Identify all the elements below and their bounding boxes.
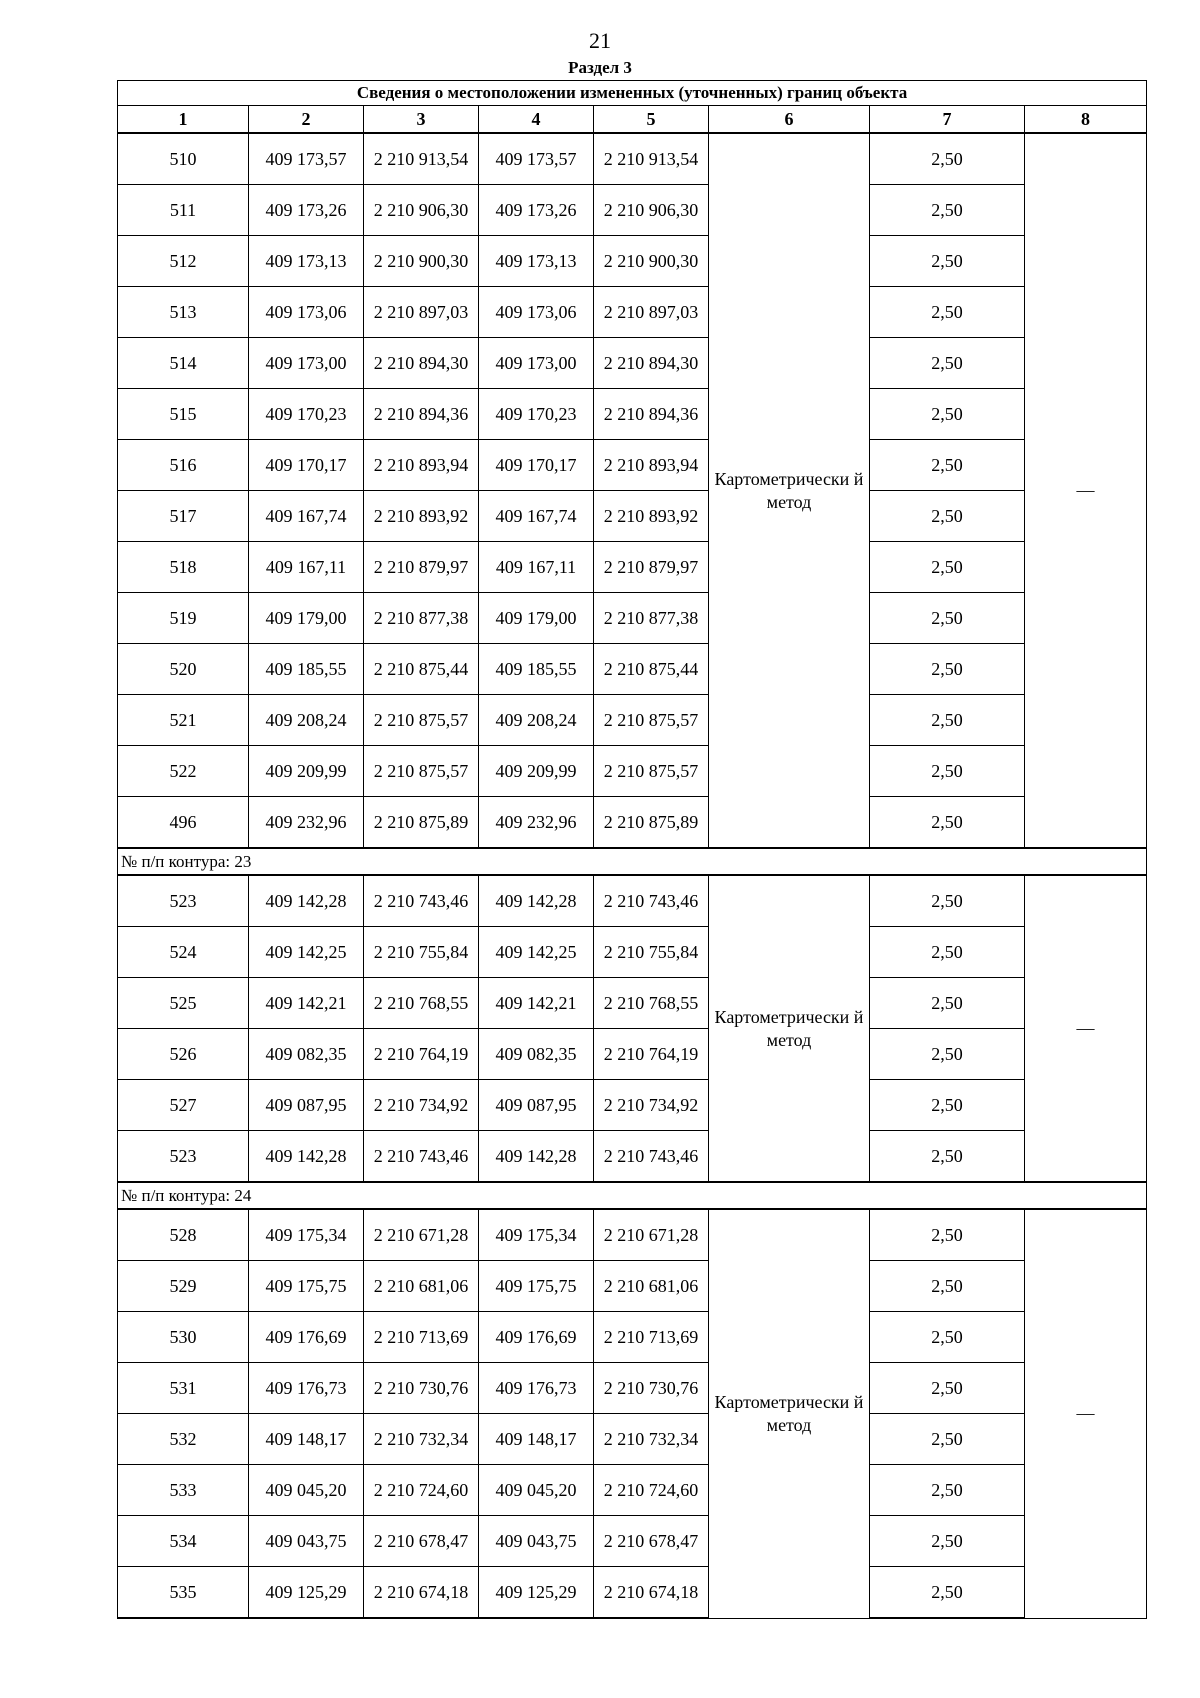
y-existing: 2 210 671,28 xyxy=(364,1209,479,1261)
table-row xyxy=(118,1209,1147,1261)
column-number: 3 xyxy=(364,106,479,134)
table-row xyxy=(118,1516,1147,1567)
table-row xyxy=(118,746,1147,797)
accuracy: 2,50 xyxy=(870,389,1025,440)
table-row xyxy=(118,1414,1147,1465)
table-row xyxy=(118,1131,1147,1183)
y-new: 2 210 875,57 xyxy=(594,746,709,797)
table-row xyxy=(118,491,1147,542)
y-new: 2 210 893,94 xyxy=(594,440,709,491)
table-row xyxy=(118,1261,1147,1312)
point-number: 514 xyxy=(118,338,249,389)
y-new: 2 210 743,46 xyxy=(594,875,709,927)
accuracy: 2,50 xyxy=(870,1029,1025,1080)
x-new: 409 142,28 xyxy=(479,875,594,927)
x-new: 409 167,74 xyxy=(479,491,594,542)
x-new: 409 175,34 xyxy=(479,1209,594,1261)
table-row xyxy=(118,644,1147,695)
point-number: 523 xyxy=(118,1131,249,1183)
y-existing: 2 210 913,54 xyxy=(364,133,479,185)
y-new: 2 210 913,54 xyxy=(594,133,709,185)
x-existing: 409 176,69 xyxy=(249,1312,364,1363)
y-new: 2 210 893,92 xyxy=(594,491,709,542)
column-number: 2 xyxy=(249,106,364,134)
contour-label-row xyxy=(118,1182,1147,1209)
y-existing: 2 210 768,55 xyxy=(364,978,479,1029)
accuracy: 2,50 xyxy=(870,185,1025,236)
y-new: 2 210 877,38 xyxy=(594,593,709,644)
x-new: 409 173,26 xyxy=(479,185,594,236)
x-existing: 409 087,95 xyxy=(249,1080,364,1131)
x-new: 409 125,29 xyxy=(479,1567,594,1619)
accuracy: 2,50 xyxy=(870,440,1025,491)
column-number-row xyxy=(118,106,1147,134)
column-number: 7 xyxy=(870,106,1025,134)
point-number: 529 xyxy=(118,1261,249,1312)
x-existing: 409 173,26 xyxy=(249,185,364,236)
accuracy: 2,50 xyxy=(870,1080,1025,1131)
y-new: 2 210 894,30 xyxy=(594,338,709,389)
point-number: 534 xyxy=(118,1516,249,1567)
y-existing: 2 210 893,94 xyxy=(364,440,479,491)
table-row xyxy=(118,440,1147,491)
point-number: 517 xyxy=(118,491,249,542)
point-number: 496 xyxy=(118,797,249,849)
x-new: 409 173,13 xyxy=(479,236,594,287)
accuracy: 2,50 xyxy=(870,287,1025,338)
y-existing: 2 210 678,47 xyxy=(364,1516,479,1567)
table-row xyxy=(118,1465,1147,1516)
x-existing: 409 173,13 xyxy=(249,236,364,287)
contour-label: № п/п контура: 23 xyxy=(118,848,1147,875)
y-existing: 2 210 755,84 xyxy=(364,927,479,978)
y-existing: 2 210 894,36 xyxy=(364,389,479,440)
accuracy: 2,50 xyxy=(870,797,1025,849)
x-existing: 409 142,28 xyxy=(249,875,364,927)
y-new: 2 210 879,97 xyxy=(594,542,709,593)
x-new: 409 082,35 xyxy=(479,1029,594,1080)
y-new: 2 210 671,28 xyxy=(594,1209,709,1261)
x-new: 409 167,11 xyxy=(479,542,594,593)
accuracy: 2,50 xyxy=(870,1516,1025,1567)
x-new: 409 087,95 xyxy=(479,1080,594,1131)
table-row xyxy=(118,927,1147,978)
column-number: 1 xyxy=(118,106,249,134)
x-existing: 409 170,17 xyxy=(249,440,364,491)
table-row xyxy=(118,797,1147,849)
x-existing: 409 142,21 xyxy=(249,978,364,1029)
y-new: 2 210 900,30 xyxy=(594,236,709,287)
x-new: 409 142,28 xyxy=(479,1131,594,1183)
x-existing: 409 045,20 xyxy=(249,1465,364,1516)
accuracy: 2,50 xyxy=(870,644,1025,695)
x-existing: 409 232,96 xyxy=(249,797,364,849)
y-existing: 2 210 900,30 xyxy=(364,236,479,287)
accuracy: 2,50 xyxy=(870,338,1025,389)
accuracy: 2,50 xyxy=(870,1414,1025,1465)
accuracy: 2,50 xyxy=(870,1131,1025,1183)
y-existing: 2 210 877,38 xyxy=(364,593,479,644)
point-number: 519 xyxy=(118,593,249,644)
x-existing: 409 170,23 xyxy=(249,389,364,440)
point-number: 521 xyxy=(118,695,249,746)
y-new: 2 210 732,34 xyxy=(594,1414,709,1465)
y-existing: 2 210 875,44 xyxy=(364,644,479,695)
method-cell: Картометрически й метод xyxy=(709,875,870,1182)
y-existing: 2 210 674,18 xyxy=(364,1567,479,1619)
table-row xyxy=(118,287,1147,338)
x-existing: 409 176,73 xyxy=(249,1363,364,1414)
x-existing: 409 173,00 xyxy=(249,338,364,389)
y-existing: 2 210 681,06 xyxy=(364,1261,479,1312)
point-number: 510 xyxy=(118,133,249,185)
column-number: 8 xyxy=(1025,106,1147,134)
x-existing: 409 175,34 xyxy=(249,1209,364,1261)
x-existing: 409 125,29 xyxy=(249,1567,364,1619)
point-number: 515 xyxy=(118,389,249,440)
x-existing: 409 142,28 xyxy=(249,1131,364,1183)
table-row xyxy=(118,593,1147,644)
y-existing: 2 210 875,57 xyxy=(364,695,479,746)
y-new: 2 210 906,30 xyxy=(594,185,709,236)
y-new: 2 210 768,55 xyxy=(594,978,709,1029)
table-row xyxy=(118,1029,1147,1080)
point-number: 512 xyxy=(118,236,249,287)
x-existing: 409 179,00 xyxy=(249,593,364,644)
method-cell: Картометрически й метод xyxy=(709,1209,870,1618)
point-number: 527 xyxy=(118,1080,249,1131)
x-new: 409 043,75 xyxy=(479,1516,594,1567)
point-number: 518 xyxy=(118,542,249,593)
x-new: 409 170,17 xyxy=(479,440,594,491)
x-new: 409 232,96 xyxy=(479,797,594,849)
point-number: 522 xyxy=(118,746,249,797)
x-new: 409 179,00 xyxy=(479,593,594,644)
accuracy: 2,50 xyxy=(870,978,1025,1029)
point-number: 526 xyxy=(118,1029,249,1080)
y-existing: 2 210 764,19 xyxy=(364,1029,479,1080)
y-existing: 2 210 724,60 xyxy=(364,1465,479,1516)
table-body xyxy=(118,81,1147,1619)
y-existing: 2 210 732,34 xyxy=(364,1414,479,1465)
point-number: 532 xyxy=(118,1414,249,1465)
y-new: 2 210 681,06 xyxy=(594,1261,709,1312)
y-new: 2 210 875,57 xyxy=(594,695,709,746)
method-cell: Картометрически й метод xyxy=(709,133,870,848)
y-existing: 2 210 879,97 xyxy=(364,542,479,593)
y-new: 2 210 743,46 xyxy=(594,1131,709,1183)
y-existing: 2 210 893,92 xyxy=(364,491,479,542)
accuracy: 2,50 xyxy=(870,1312,1025,1363)
accuracy: 2,50 xyxy=(870,1465,1025,1516)
table-row xyxy=(118,875,1147,927)
x-existing: 409 173,06 xyxy=(249,287,364,338)
y-existing: 2 210 906,30 xyxy=(364,185,479,236)
point-number: 523 xyxy=(118,875,249,927)
x-new: 409 176,73 xyxy=(479,1363,594,1414)
x-existing: 409 173,57 xyxy=(249,133,364,185)
x-existing: 409 043,75 xyxy=(249,1516,364,1567)
y-existing: 2 210 894,30 xyxy=(364,338,479,389)
section-title: Раздел 3 xyxy=(568,58,632,77)
accuracy: 2,50 xyxy=(870,695,1025,746)
accuracy: 2,50 xyxy=(870,236,1025,287)
y-new: 2 210 755,84 xyxy=(594,927,709,978)
y-new: 2 210 724,60 xyxy=(594,1465,709,1516)
point-number: 531 xyxy=(118,1363,249,1414)
point-number: 533 xyxy=(118,1465,249,1516)
accuracy: 2,50 xyxy=(870,746,1025,797)
y-existing: 2 210 743,46 xyxy=(364,1131,479,1183)
accuracy: 2,50 xyxy=(870,875,1025,927)
y-new: 2 210 897,03 xyxy=(594,287,709,338)
x-existing: 409 082,35 xyxy=(249,1029,364,1080)
accuracy: 2,50 xyxy=(870,1209,1025,1261)
description-cell: — xyxy=(1025,1209,1147,1618)
column-number: 4 xyxy=(479,106,594,134)
point-number: 513 xyxy=(118,287,249,338)
point-number: 530 xyxy=(118,1312,249,1363)
x-new: 409 142,25 xyxy=(479,927,594,978)
x-new: 409 173,57 xyxy=(479,133,594,185)
table-row xyxy=(118,1567,1147,1619)
y-new: 2 210 734,92 xyxy=(594,1080,709,1131)
x-existing: 409 175,75 xyxy=(249,1261,364,1312)
x-new: 409 209,99 xyxy=(479,746,594,797)
accuracy: 2,50 xyxy=(870,593,1025,644)
point-number: 524 xyxy=(118,927,249,978)
x-existing: 409 209,99 xyxy=(249,746,364,797)
column-number: 5 xyxy=(594,106,709,134)
description-cell: — xyxy=(1025,875,1147,1182)
table-row xyxy=(118,338,1147,389)
y-new: 2 210 875,44 xyxy=(594,644,709,695)
point-number: 535 xyxy=(118,1567,249,1619)
x-new: 409 148,17 xyxy=(479,1414,594,1465)
y-new: 2 210 674,18 xyxy=(594,1567,709,1619)
table-row xyxy=(118,185,1147,236)
point-number: 525 xyxy=(118,978,249,1029)
accuracy: 2,50 xyxy=(870,1567,1025,1619)
table-row xyxy=(118,133,1147,185)
table-row xyxy=(118,1080,1147,1131)
x-new: 409 170,23 xyxy=(479,389,594,440)
contour-label: № п/п контура: 24 xyxy=(118,1182,1147,1209)
x-existing: 409 167,74 xyxy=(249,491,364,542)
y-existing: 2 210 875,89 xyxy=(364,797,479,849)
y-new: 2 210 730,76 xyxy=(594,1363,709,1414)
table-row xyxy=(118,236,1147,287)
point-number: 528 xyxy=(118,1209,249,1261)
accuracy: 2,50 xyxy=(870,491,1025,542)
y-existing: 2 210 897,03 xyxy=(364,287,479,338)
column-number: 6 xyxy=(709,106,870,134)
x-existing: 409 185,55 xyxy=(249,644,364,695)
x-new: 409 173,06 xyxy=(479,287,594,338)
table-row xyxy=(118,1312,1147,1363)
x-new: 409 045,20 xyxy=(479,1465,594,1516)
contour-label-row xyxy=(118,848,1147,875)
x-new: 409 208,24 xyxy=(479,695,594,746)
accuracy: 2,50 xyxy=(870,1363,1025,1414)
x-new: 409 142,21 xyxy=(479,978,594,1029)
accuracy: 2,50 xyxy=(870,133,1025,185)
boundary-coordinates-table xyxy=(117,80,1147,1619)
y-new: 2 210 764,19 xyxy=(594,1029,709,1080)
table-row xyxy=(118,695,1147,746)
x-new: 409 175,75 xyxy=(479,1261,594,1312)
accuracy: 2,50 xyxy=(870,927,1025,978)
table-row xyxy=(118,1363,1147,1414)
table-row xyxy=(118,389,1147,440)
description-cell: — xyxy=(1025,133,1147,848)
x-new: 409 173,00 xyxy=(479,338,594,389)
y-new: 2 210 678,47 xyxy=(594,1516,709,1567)
y-new: 2 210 713,69 xyxy=(594,1312,709,1363)
y-new: 2 210 875,89 xyxy=(594,797,709,849)
table-title: Сведения о местоположении измененных (уточненных) границ объекта xyxy=(118,81,1147,106)
x-existing: 409 148,17 xyxy=(249,1414,364,1465)
x-existing: 409 142,25 xyxy=(249,927,364,978)
x-existing: 409 167,11 xyxy=(249,542,364,593)
page-number: 21 xyxy=(589,28,611,53)
table-title-row xyxy=(118,81,1147,106)
accuracy: 2,50 xyxy=(870,542,1025,593)
point-number: 511 xyxy=(118,185,249,236)
table-row xyxy=(118,542,1147,593)
x-new: 409 176,69 xyxy=(479,1312,594,1363)
y-existing: 2 210 713,69 xyxy=(364,1312,479,1363)
y-existing: 2 210 734,92 xyxy=(364,1080,479,1131)
accuracy: 2,50 xyxy=(870,1261,1025,1312)
y-existing: 2 210 875,57 xyxy=(364,746,479,797)
table-row xyxy=(118,978,1147,1029)
x-new: 409 185,55 xyxy=(479,644,594,695)
y-new: 2 210 894,36 xyxy=(594,389,709,440)
y-existing: 2 210 743,46 xyxy=(364,875,479,927)
point-number: 516 xyxy=(118,440,249,491)
x-existing: 409 208,24 xyxy=(249,695,364,746)
y-existing: 2 210 730,76 xyxy=(364,1363,479,1414)
point-number: 520 xyxy=(118,644,249,695)
